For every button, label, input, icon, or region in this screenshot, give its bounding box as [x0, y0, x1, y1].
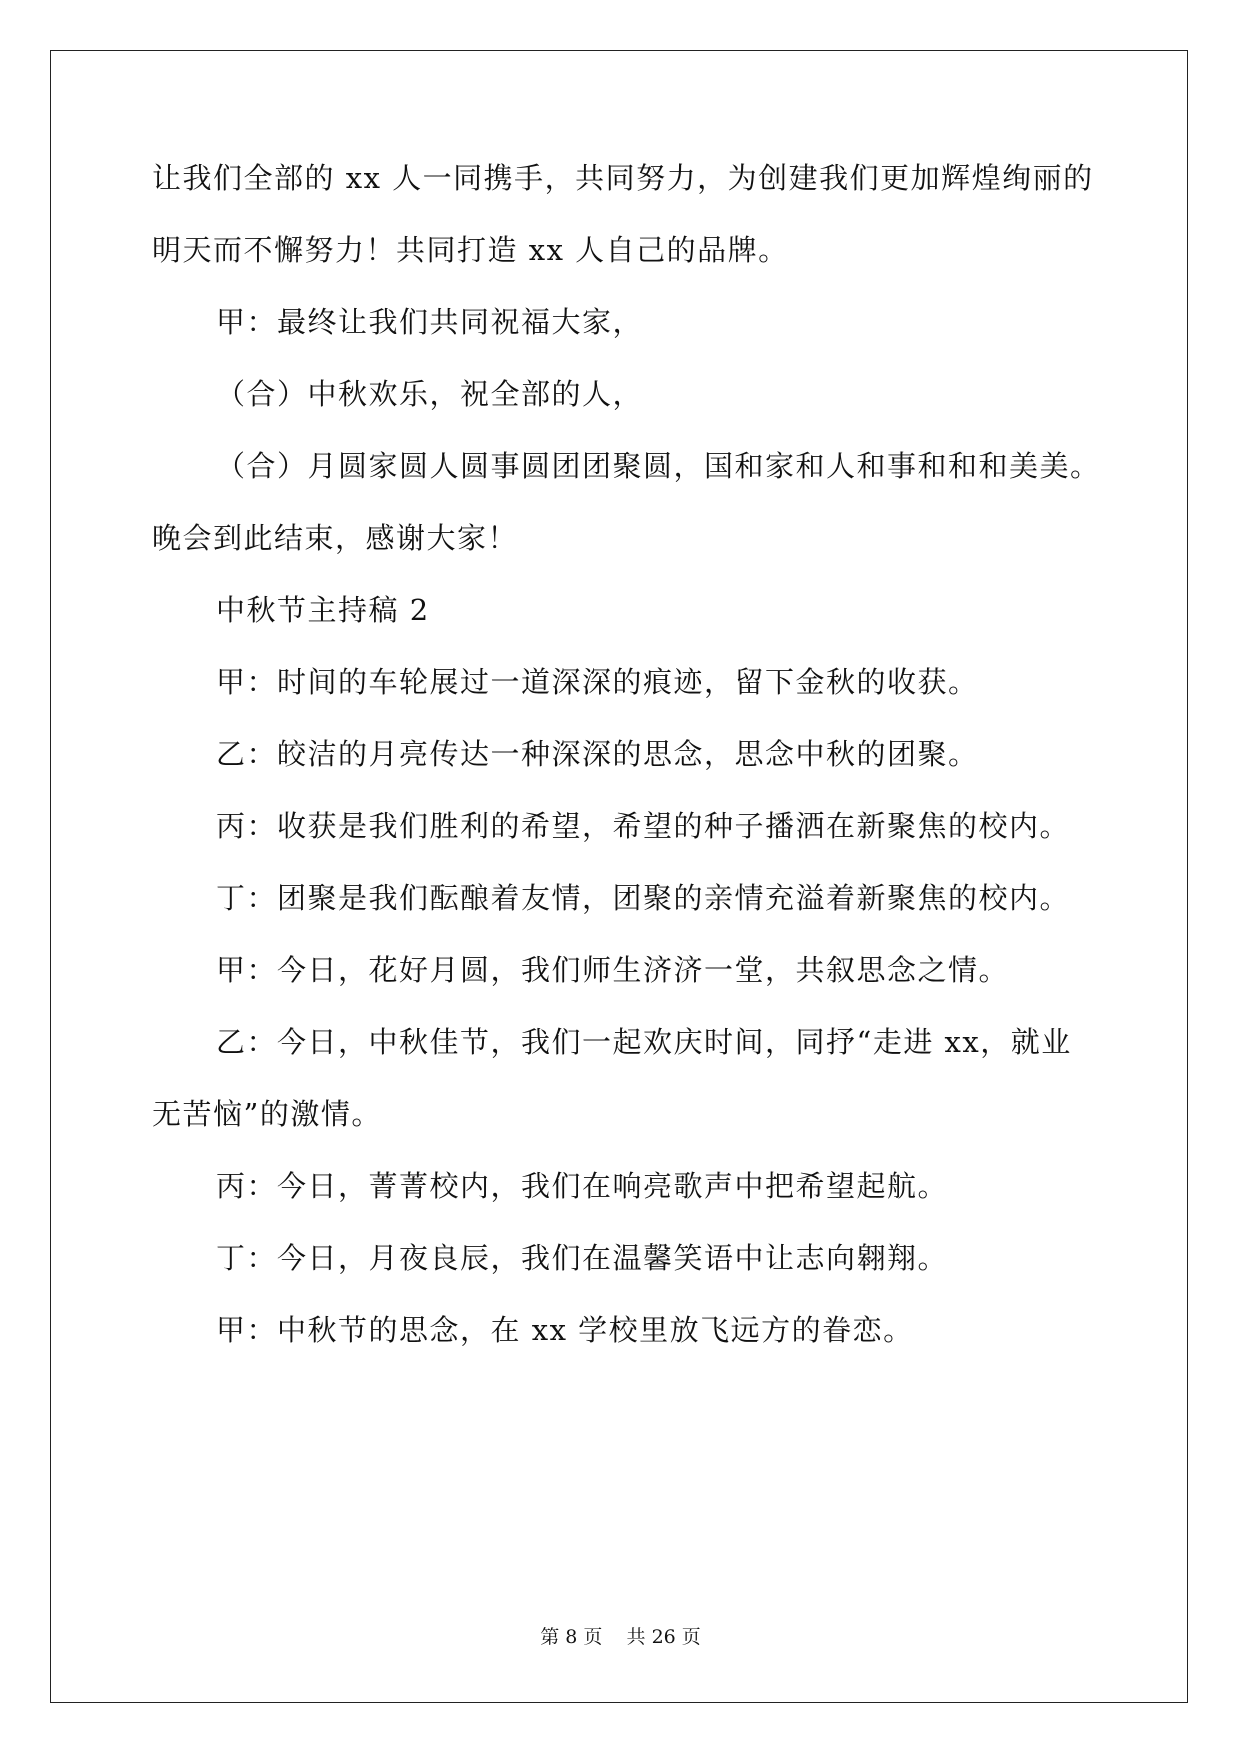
text-line: 无苦恼”的激情。 [152, 1097, 382, 1131]
text-line: 丁：团聚是我们酝酿着友情，团聚的亲情充溢着新聚焦的校内。 [216, 881, 1071, 915]
text-line: 丙：收获是我们胜利的希望，希望的种子播洒在新聚焦的校内。 [216, 809, 1071, 843]
text-line: 丙：今日，菁菁校内，我们在响亮歌声中把希望起航。 [216, 1169, 949, 1203]
section-heading: 中秋节主持稿 2 [216, 593, 430, 627]
text-line: 甲：中秋节的思念，在 xx 学校里放飞远方的眷恋。 [216, 1313, 914, 1347]
text-line: 让我们全部的 xx 人一同携手，共同努力，为创建我们更加辉煌绚丽的 [152, 161, 1094, 195]
text-line: 晚会到此结束，感谢大家！ [152, 521, 519, 555]
text-line: 甲：今日，花好月圆，我们师生济济一堂，共叙思念之情。 [216, 953, 1010, 987]
text-line: （合）月圆家圆人圆事圆团团聚圆，国和家和人和事和和和美美。 [216, 449, 1101, 483]
text-line: （合）中秋欢乐，祝全部的人， [216, 377, 644, 411]
page-number-footer: 第 8 页 共 26 页 [540, 1626, 701, 1648]
text-line: 甲：时间的车轮展过一道深深的痕迹，留下金秋的收获。 [216, 665, 979, 699]
text-line: 丁：今日，月夜良辰，我们在温馨笑语中让志向翱翔。 [216, 1241, 949, 1275]
page-border [50, 50, 1188, 1703]
text-line: 乙：今日，中秋佳节，我们一起欢庆时间，同抒“走进 xx，就业 [216, 1025, 1072, 1059]
text-line: 甲：最终让我们共同祝福大家， [216, 305, 644, 339]
text-line: 明天而不懈努力！共同打造 xx 人自己的品牌。 [152, 233, 789, 267]
text-line: 乙：皎洁的月亮传达一种深深的思念，思念中秋的团聚。 [216, 737, 979, 771]
